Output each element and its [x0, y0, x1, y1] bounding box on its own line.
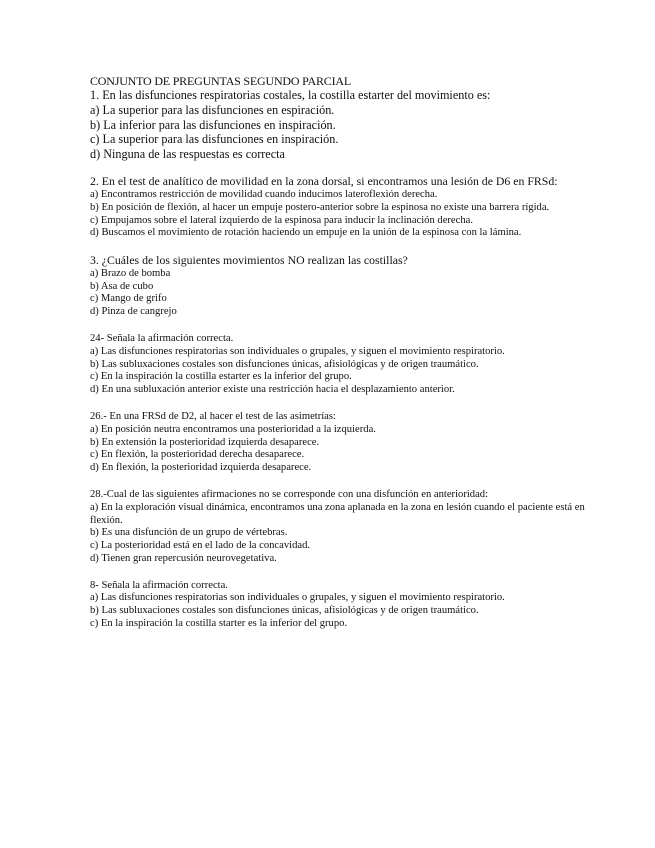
option-c: c) La superior para las disfunciones en inspiración. — [90, 132, 339, 147]
option-a: a) Las disfunciones respiratorias son individuales o grupales, y siguen el movimiento respiratorio. — [90, 345, 505, 357]
question-text: 28.-Cual de las siguientes afirmaciones no se corresponde con una disfunción en anterioridad: — [90, 488, 489, 500]
question-28 — [90, 489, 595, 566]
spacer — [90, 319, 595, 333]
option-a: a) Las disfunciones respiratorias son individuales o grupales, y siguen el movimiento respiratorio. — [90, 592, 505, 604]
question-2 — [90, 175, 595, 240]
option-b: b) La inferior para las disfunciones en inspiración. — [90, 117, 336, 132]
option-d: d) En una subluxación anterior existe una restricción hacia el desplazamiento anterior. — [90, 384, 455, 396]
option-b: b) Las subluxaciones costales son disfunciones únicas, afisiológicas y de origen traumático. — [90, 605, 479, 617]
option-a: a) En posición neutra encontramos una posterioridad a la izquierda. — [90, 423, 376, 435]
option-c: c) La posterioridad está en el lado de la concavidad. — [90, 540, 311, 552]
option-c: c) En la inspiración la costilla starter es la inferior del grupo. — [90, 618, 348, 630]
option-a: a) Brazo de bomba — [90, 267, 171, 279]
question-3 — [90, 254, 595, 319]
spacer — [90, 566, 595, 580]
option-d: d) Pinza de cangrejo — [90, 306, 177, 318]
document-page — [90, 74, 595, 631]
option-c: c) Empujamos sobre el lateral izquierdo de la espinosa para inducir la inclinación derecha. — [90, 214, 473, 226]
option-d: d) En flexión, la posterioridad izquierda desaparece. — [90, 462, 312, 474]
spacer — [90, 397, 595, 411]
option-c: c) En flexión, la posterioridad derecha desaparece. — [90, 449, 305, 461]
option-b: b) En posición de flexión, al hacer un empuje postero-anterior sobre la espinosa no existe una barrera rígida. — [90, 201, 550, 213]
question-text: 3. ¿Cuáles de los siguientes movimientos NO realizan las costillas? — [90, 253, 408, 268]
question-text: 24- Señala la afirmación correcta. — [90, 332, 234, 344]
question-24 — [90, 333, 595, 397]
option-d: d) Buscamos el movimiento de rotación haciendo un empuje en la unión de la espinosa con la lámina. — [90, 227, 522, 239]
question-text: 26.- En una FRSd de D2, al hacer el test de las asimetrías: — [90, 410, 336, 422]
spacer — [90, 475, 595, 489]
option-b: b) Es una disfunción de un grupo de vértebras. — [90, 527, 288, 539]
spacer — [90, 240, 595, 254]
question-text: 8- Señala la afirmación correcta. — [90, 579, 228, 591]
option-a: a) Encontramos restricción de movilidad cuando inducimos lateroflexión derecha. — [90, 188, 438, 200]
option-d: d) Ninguna de las respuestas es correcta — [90, 146, 285, 161]
question-text: 1. En las disfunciones respiratorias costales, la costilla estarter del movimiento es: — [90, 88, 491, 102]
option-a: a) La superior para las disfunciones en espiración. — [90, 103, 335, 117]
question-1 — [90, 88, 595, 161]
question-8 — [90, 580, 595, 631]
question-26 — [90, 411, 595, 475]
option-b: b) Las subluxaciones costales son disfunciones únicas, afisiológicas y de origen traumático. — [90, 358, 479, 370]
spacer — [90, 161, 595, 175]
option-a: a) En la exploración visual dinámica, encontramos una zona aplanada en la zona en lesión cuando el paciente está en flexión. — [90, 501, 585, 526]
option-b: b) En extensión la posterioridad izquierda desaparece. — [90, 436, 320, 448]
document-title: CONJUNTO DE PREGUNTAS SEGUNDO PARCIAL — [90, 74, 352, 88]
option-c: c) En la inspiración la costilla estarter es la inferior del grupo. — [90, 371, 352, 383]
question-text: 2. En el test de analítico de movilidad en la zona dorsal, si encontramos una lesión de D6 en FRSd: — [90, 174, 558, 189]
option-d: d) Tienen gran repercusión neurovegetativa. — [90, 552, 277, 564]
option-c: c) Mango de grifo — [90, 293, 167, 305]
option-b: b) Asa de cubo — [90, 280, 154, 292]
